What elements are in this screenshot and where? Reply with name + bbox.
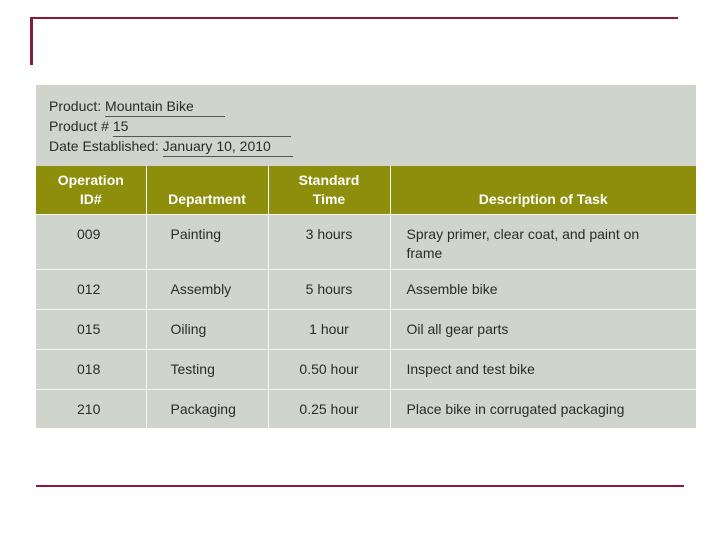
table-row [36,310,696,350]
standard-time-cell: 0.25 hour [268,390,390,430]
table-row [36,270,696,310]
product-label: Product: [49,98,102,114]
product-number-value: 15 [113,116,291,137]
description-cell: Inspect and test bike [390,350,696,390]
header-standard-line2: Time [312,191,346,207]
department-cell: Painting [146,215,268,270]
header-standard-line1: Standard [298,172,360,188]
department-cell: Testing [146,350,268,390]
date-established-label: Date Established: [49,138,159,154]
routing-sheet [36,85,696,428]
table-header-row [36,166,696,215]
operation-id-cell: 009 [36,215,146,270]
standard-time-cell: 5 hours [268,270,390,310]
description-cell: Assemble bike [390,270,696,310]
product-number-row [49,116,293,136]
table-row [36,350,696,390]
standard-time-cell: 3 hours [268,215,390,270]
description-cell: Place bike in corrugated packaging [390,390,696,430]
header-department: Department [146,166,268,215]
description-cell: Spray primer, clear coat, and paint on frame [390,215,696,270]
slide-top-rule [30,17,678,19]
header-operation-line1: Operation [57,172,124,188]
department-cell: Oiling [146,310,268,350]
slide-left-rule [30,17,33,65]
product-number-label: Product # [49,118,109,134]
standard-time-cell: 0.50 hour [268,350,390,390]
header-standard-time [268,166,390,215]
product-row [49,96,293,116]
header-operation-id [36,166,146,215]
operation-id-cell: 210 [36,390,146,430]
date-established-row [49,136,293,156]
product-value: Mountain Bike [105,96,225,117]
slide-bottom-rule [36,485,684,487]
date-established-value: January 10, 2010 [163,136,293,157]
operation-id-cell: 012 [36,270,146,310]
department-cell: Packaging [146,390,268,430]
description-cell: Oil all gear parts [390,310,696,350]
operation-id-cell: 015 [36,310,146,350]
header-operation-line2: ID# [79,191,102,207]
standard-time-cell: 1 hour [268,310,390,350]
header-description: Description of Task [390,166,696,215]
table-row [36,215,696,270]
operation-id-cell: 018 [36,350,146,390]
department-cell: Assembly [146,270,268,310]
operations-table [36,166,696,429]
table-row [36,390,696,430]
product-info [49,96,293,156]
